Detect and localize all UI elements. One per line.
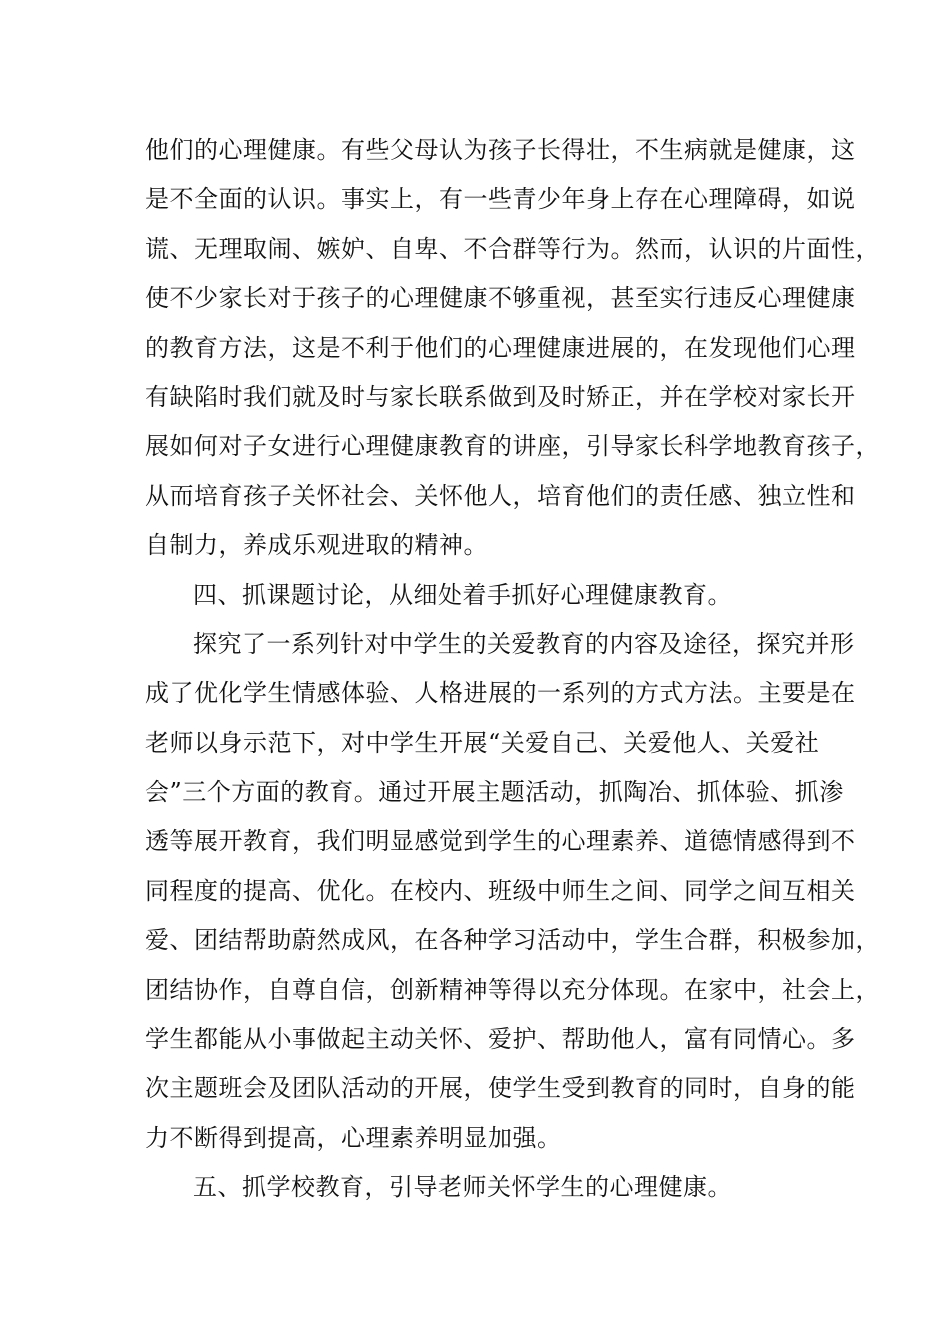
text-line: 同程度的提高、优化。在校内、班级中师生之间、同学之间互相关 <box>145 876 856 905</box>
text-line: 会”三个方面的教育。通过开展主题活动，抓陶冶、抓体验、抓渗 <box>145 778 844 807</box>
text-line: 成了优化学生情感体验、人格进展的一系列的方式方法。主要是在 <box>145 679 856 708</box>
text-line: 学生都能从小事做起主动关怀、爱护、帮助他人，富有同情心。多 <box>145 1025 856 1054</box>
text-line: 从而培育孩子关怀社会、关怀他人，培育他们的责任感、独立性和 <box>145 481 856 510</box>
text-line: 谎、无理取闹、嫉妒、自卑、不合群等行为。然而，认识的片面性， <box>145 234 880 263</box>
text-line: 是不全面的认识。事实上，有一些青少年身上存在心理障碍，如说 <box>145 185 856 214</box>
text-line: 自制力，养成乐观进取的精神。 <box>145 531 488 560</box>
text-line: 使不少家长对于孩子的心理健康不够重视，甚至实行违反心理健康 <box>145 284 856 313</box>
text-line: 团结协作，自尊自信，创新精神等得以充分体现。在家中，社会上， <box>145 975 880 1004</box>
body-text <box>145 126 880 1213</box>
text-line: 他们的心理健康。有些父母认为孩子长得壮，不生病就是健康，这 <box>145 136 856 164</box>
text-line: 五、抓学校教育，引导老师关怀学生的心理健康。 <box>193 1173 732 1202</box>
text-line: 老师以身示范下，对中学生开展“关爱自己、关爱他人、关爱社 <box>145 728 820 757</box>
text-line: 有缺陷时我们就及时与家长联系做到及时矫正，并在学校对家长开 <box>145 382 856 411</box>
text-line: 四、抓课题讨论，从细处着手抓好心理健康教育。 <box>193 580 732 609</box>
text-line: 透等展开教育，我们明显感觉到学生的心理素养、道德情感得到不 <box>145 827 856 856</box>
text-line: 探究了一系列针对中学生的关爱教育的内容及途径，探究并形 <box>193 629 855 658</box>
text-line: 力不断得到提高，心理素养明显加强。 <box>145 1123 562 1152</box>
text-line: 展如何对子女进行心理健康教育的讲座，引导家长科学地教育孩子， <box>145 432 880 461</box>
text-line: 次主题班会及团队活动的开展，使学生受到教育的同时，自身的能 <box>145 1074 856 1103</box>
text-line: 爱、团结帮助蔚然成风，在各种学习活动中，学生合群，积极参加， <box>145 926 880 955</box>
text-line: 的教育方法，这是不利于他们的心理健康进展的，在发现他们心理 <box>145 333 856 362</box>
